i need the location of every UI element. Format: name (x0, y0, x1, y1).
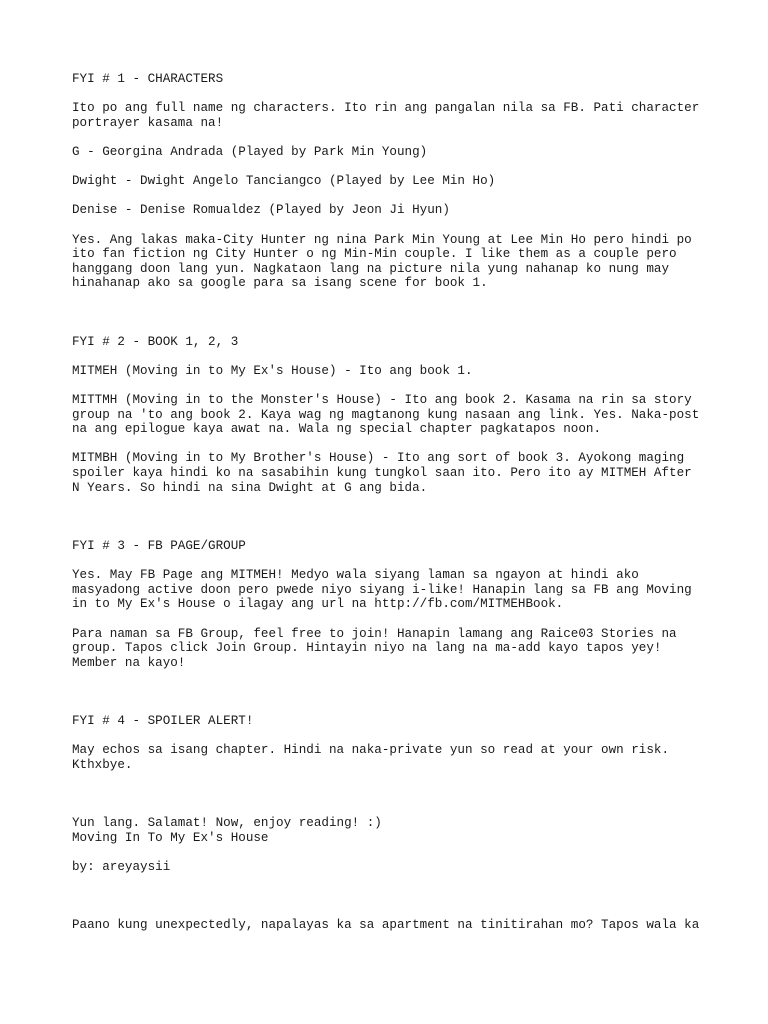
paragraph-line: in to My Ex's House o ilagay ang url na http://fb.com/MITMEHBook. (72, 597, 564, 612)
blank-line (72, 130, 712, 145)
author-byline: by: areyaysii (72, 860, 171, 875)
section-heading-fb: FYI # 3 - FB PAGE/GROUP (72, 539, 246, 553)
blank-line (72, 495, 712, 510)
paragraph-line: G - Georgina Andrada (Played by Park Min Young) (72, 144, 428, 159)
paragraph-line: Denise - Denise Romualdez (Played by Jeon Ji Hyun) (72, 203, 450, 218)
paragraph-line: Yes. Ang lakas maka-City Hunter ng nina Park Min Young at Lee Min Ho pero hindi po (72, 232, 692, 247)
blank-line (72, 87, 712, 102)
blank-line (72, 700, 712, 715)
blank-line (72, 320, 712, 335)
document-page (72, 72, 712, 933)
paragraph-line: group. Tapos click Join Group. Hintayin niyo na lang na ma-add kayo tapos yey! (72, 641, 662, 656)
section-heading-books: FYI # 2 - BOOK 1, 2, 3 (72, 334, 239, 349)
paragraph-line: portrayer kasama na! (72, 115, 224, 130)
paragraph-line: group na 'to ang book 2. Kaya wag ng magtanong kung nasaan ang link. Yes. Naka-post (72, 407, 700, 422)
closing-line: Yun lang. Salamat! Now, enjoy reading! :) (72, 816, 382, 831)
blank-line (72, 787, 712, 802)
section-heading-characters: FYI # 1 - CHARACTERS (72, 72, 224, 86)
story-title: Moving In To My Ex's House (72, 830, 269, 845)
paragraph-line: masyadong active doon pero pwede niyo siyang i-like! Hanapin lang sa FB ang Moving (72, 582, 692, 597)
paragraph-line: Ito po ang full name ng characters. Ito rin ang pangalan nila sa FB. Pati character (72, 101, 700, 116)
blank-line (72, 773, 712, 788)
blank-line (72, 729, 712, 744)
blank-line (72, 510, 712, 525)
paragraph-line: spoiler kaya hindi ko na sasabihin kung tungkol saan ito. Pero ito ay MITMEH After (72, 466, 692, 481)
paragraph-line: ito fan fiction ng City Hunter o ng Min-Min couple. I like them as a couple pero (72, 247, 677, 262)
blank-line (72, 904, 712, 919)
blank-line (72, 378, 712, 393)
blank-line (72, 291, 712, 306)
paragraph-line: MITMBH (Moving in to My Brother's House) - Ito ang sort of book 3. Ayokong maging (72, 451, 685, 466)
blank-line (72, 685, 712, 700)
paragraph-line: hinahanap ako sa google para sa isang scene for book 1. (72, 276, 488, 291)
blank-line (72, 802, 712, 817)
paragraph-line: MITMEH (Moving in to My Ex's House) - Ito ang book 1. (72, 363, 473, 378)
paragraph-line: Dwight - Dwight Angelo Tanciangco (Played by Lee Min Ho) (72, 174, 496, 189)
section-heading-spoiler: FYI # 4 - SPOILER ALERT! (72, 714, 254, 729)
blank-line (72, 875, 712, 890)
paragraph-line: Member na kayo! (72, 655, 186, 670)
paragraph-line: N Years. So hindi na sina Dwight at G ang bida. (72, 480, 428, 495)
paragraph-line: Yes. May FB Page ang MITMEH! Medyo wala siyang laman sa ngayon at hindi ako (72, 568, 639, 583)
blank-line (72, 189, 712, 204)
blank-line (72, 437, 712, 452)
blank-line (72, 889, 712, 904)
paragraph-line: Para naman sa FB Group, feel free to join! Hanapin lamang ang Raice03 Stories na (72, 626, 677, 641)
paragraph-line: Kthxbye. (72, 757, 133, 772)
story-opening-line: Paano kung unexpectedly, napalayas ka sa apartment na tinitirahan mo? Tapos wala ka (72, 918, 700, 933)
blank-line (72, 160, 712, 175)
blank-line (72, 349, 712, 364)
paragraph-line: na ang epilogue kaya awat na. Wala ng special chapter pagkatapos noon. (72, 422, 602, 437)
blank-line (72, 554, 712, 569)
blank-line (72, 306, 712, 321)
blank-line (72, 524, 712, 539)
blank-line (72, 218, 712, 233)
blank-line (72, 670, 712, 685)
blank-line (72, 612, 712, 627)
paragraph-line: MITTMH (Moving in to the Monster's House) - Ito ang book 2. Kasama na rin sa story (72, 393, 692, 408)
paragraph-line: hanggang doon lang yun. Nagkataon lang na picture nila yung nahanap ko nung may (72, 261, 670, 276)
paragraph-line: May echos sa isang chapter. Hindi na naka-private yun so read at your own risk. (72, 743, 670, 758)
blank-line (72, 845, 712, 860)
